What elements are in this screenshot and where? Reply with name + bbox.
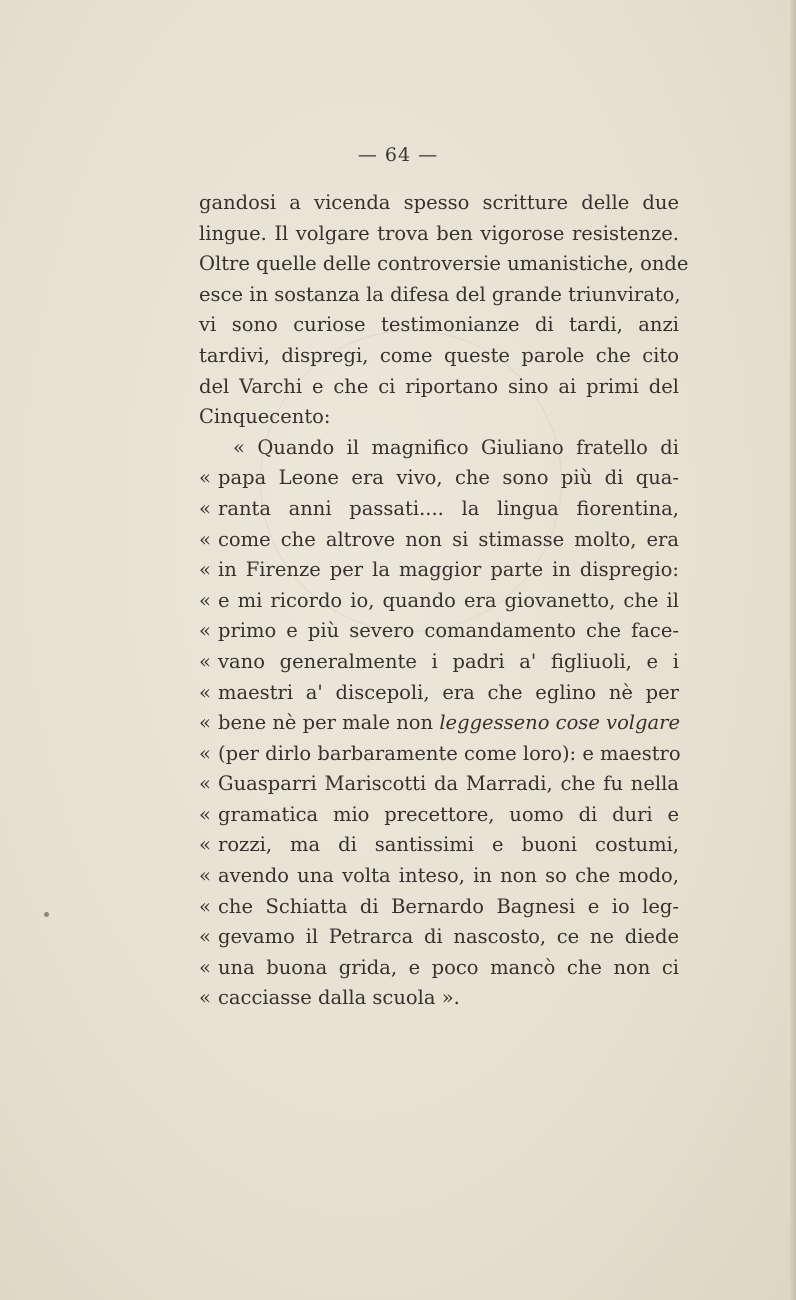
quote-mark: « xyxy=(199,527,211,551)
quote-text: (per dirlo barbaramente come loro): e maestro xyxy=(218,741,681,765)
quote-line xyxy=(199,463,679,494)
quote-text: maestri a' discepoli, era che eglino nè per xyxy=(218,680,679,704)
quote-line xyxy=(199,708,679,739)
quote-text: che Schiatta di Bernardo Bagnesi e io leg- xyxy=(218,894,679,918)
quote-line xyxy=(199,769,679,800)
quote-text: Guasparri Mariscotti da Marradi, che fu nella xyxy=(218,772,679,796)
quote-line xyxy=(199,494,679,525)
quote-line xyxy=(199,922,679,953)
quote-text: gevamo il Petrarca di nascosto, ce ne diede xyxy=(218,925,679,949)
quote-text: in Firenze per la maggior parte in dispregio: xyxy=(218,558,679,582)
text-line: del Varchi e che ci riportano sino ai primi del xyxy=(199,374,679,398)
quote-text: cacciasse dalla scuola ». xyxy=(218,986,460,1010)
quote-mark: « xyxy=(199,619,211,643)
text-line: vi sono curiose testimonianze di tardi, anzi xyxy=(199,313,679,337)
quote-text: vano generalmente i padri a' figliuoli, e i xyxy=(218,649,679,673)
quote-text: bene nè per male non xyxy=(218,711,440,735)
quote-mark: « xyxy=(199,558,211,582)
quote-mark: « xyxy=(199,680,211,704)
quote-mark: « xyxy=(199,864,211,888)
text-line: lingue. Il volgare trova ben vigorose resistenze. xyxy=(199,221,679,245)
quote-mark: « xyxy=(199,955,211,979)
quote-text: avendo una volta inteso, in non so che modo, xyxy=(218,864,679,888)
quote-line xyxy=(199,830,679,861)
text-line: Oltre quelle delle controversie umanistiche, onde xyxy=(199,252,689,276)
quote-mark: « xyxy=(199,802,211,826)
quote-text: gramatica mio precettore, uomo di duri e xyxy=(218,802,679,826)
quote-line xyxy=(199,586,679,617)
italic-phrase: leggesseno cose volgare xyxy=(439,711,681,735)
quote-text: primo e più severo comandamento che face- xyxy=(218,619,679,643)
quote-line xyxy=(199,800,679,831)
quote-line xyxy=(199,616,679,647)
quote-text-with-italic xyxy=(218,708,680,739)
quote-mark: « xyxy=(199,588,211,612)
quote-line xyxy=(199,525,679,556)
quote-mark: « xyxy=(199,986,211,1010)
quote-line xyxy=(199,555,679,586)
quote-mark: « xyxy=(199,496,211,520)
quote-mark: « xyxy=(199,833,211,857)
quote-text: ranta anni passati.... la lingua fiorentina, xyxy=(218,496,679,520)
quote-mark: « xyxy=(199,649,211,673)
quote-mark: « xyxy=(199,466,211,490)
body-text xyxy=(199,188,689,1014)
quote-mark: « xyxy=(199,711,211,735)
paper-speck xyxy=(44,912,49,917)
quote-line xyxy=(199,953,679,984)
quote-line xyxy=(199,983,679,1014)
quote-line xyxy=(199,861,679,892)
quote-mark: « xyxy=(199,894,211,918)
quote-text: e mi ricordo io, quando era giovanetto, che il xyxy=(218,588,679,612)
quote-line xyxy=(199,892,679,923)
text-line: Cinquecento: xyxy=(199,405,331,429)
text-line: tardivi, dispregi, come queste parole che cito xyxy=(199,343,679,367)
text-line: esce in sostanza la difesa del grande triunvirato, xyxy=(199,282,681,306)
quote-line xyxy=(199,647,679,678)
quote-line xyxy=(199,739,679,770)
quote-mark: « xyxy=(199,741,211,765)
quote-opening-line: « Quando il magnifico Giuliano fratello di xyxy=(233,435,679,459)
quote-text: come che altrove non si stimasse molto, era xyxy=(218,527,679,551)
page-number: — 64 — xyxy=(357,144,439,166)
quote-mark: « xyxy=(199,772,211,796)
page-edge xyxy=(790,0,796,1300)
quote-text: rozzi, ma di santissimi e buoni costumi, xyxy=(218,833,679,857)
quote-mark: « xyxy=(199,925,211,949)
quote-line xyxy=(199,678,679,709)
quote-text: una buona grida, e poco mancò che non ci xyxy=(218,955,679,979)
quote-text: papa Leone era vivo, che sono più di qua- xyxy=(218,466,679,490)
text-line: gandosi a vicenda spesso scritture delle due xyxy=(199,191,679,214)
